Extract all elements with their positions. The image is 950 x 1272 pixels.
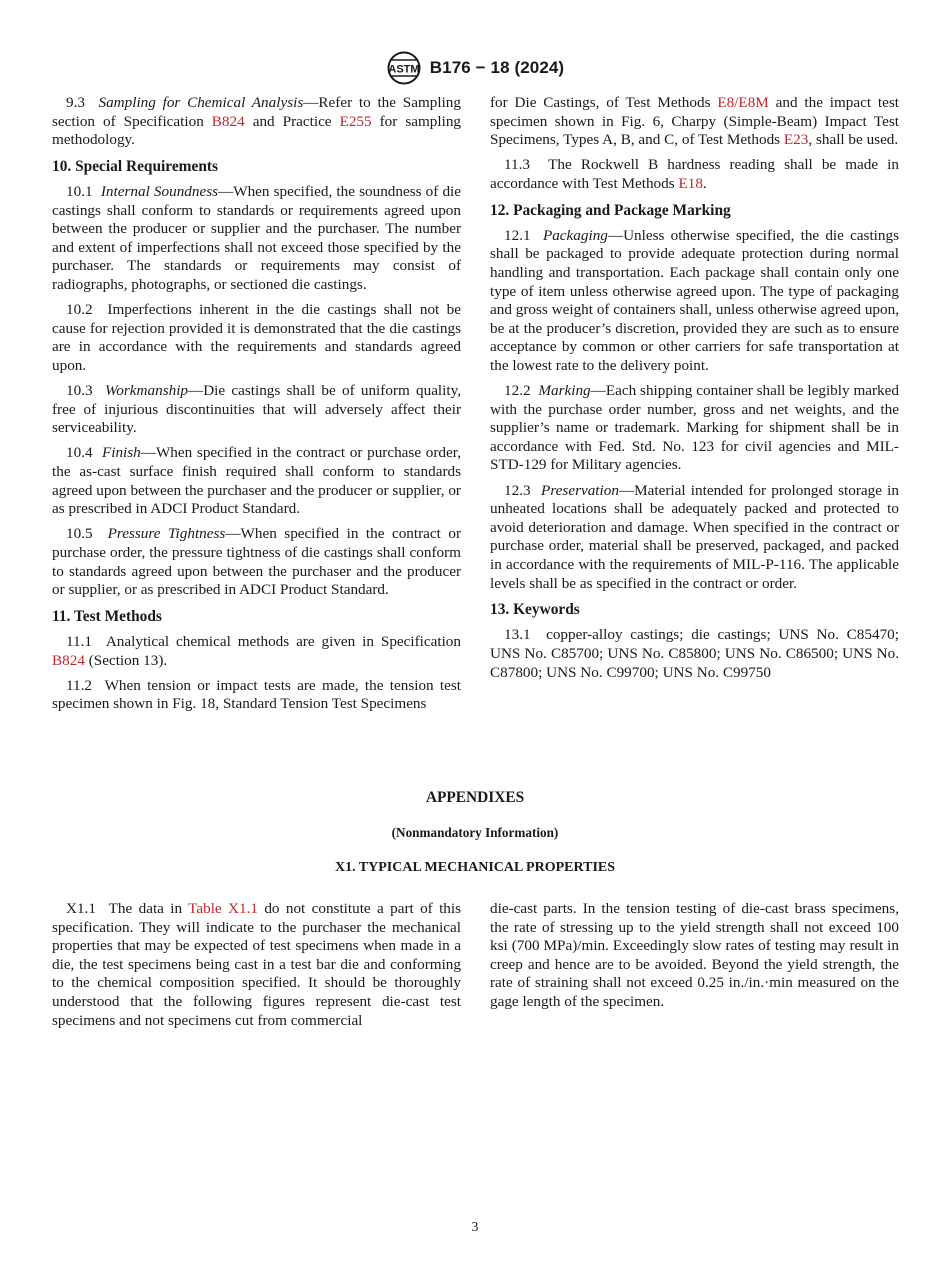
- link-e255[interactable]: E255: [339, 112, 372, 130]
- appendix-x1-title: X1. TYPICAL MECHANICAL PROPERTIES: [334, 860, 616, 875]
- paragraph-12-1: 12.1 Packaging—Unless otherwise specified, the die castings shall be packaged to provide adequate protection during normal handling and transportation. Each package shall contain only one type of item unless otherwise agreed upon. The type of packaging and gross weight of containers shall, unless otherwise agreed upon, be at the producer’s discretion, provided they are such as to ensure acceptance by common or other carriers for safe transportation at the lowest rate to the delivery point.: [490, 226, 899, 374]
- document-designation: B176 − 18 (2024): [429, 58, 565, 77]
- page-header: [0, 51, 950, 85]
- section-heading-12: 12. Packaging and Package Marking: [490, 201, 731, 219]
- link-b824[interactable]: B824: [52, 651, 85, 669]
- paragraph-10-4: 10.4 Finish—When specified in the contract or purchase order, the as-cast surface finish required shall conform to standards agreed upon between the purchaser and the producer or supplier, or as prescribed in ADCI Product Standard.: [52, 444, 461, 518]
- appendix-left-column: [52, 900, 461, 1037]
- paragraph-x1-1-continued: die-cast parts. In the tension testing of die-cast brass specimens, the rate of stressing up to the yield strength shall not exceed 100 ksi (700 MPa)/min. Exceedingly slow rates of testing may result in creep and hence are to be avoided. Beyond the yield strength, the rate of straining shall not exceed 0.25 in./in.·min measured on the gage length of the specimen.: [490, 900, 899, 1010]
- link-e18[interactable]: E18: [678, 174, 703, 192]
- link-e23[interactable]: E23: [783, 131, 809, 149]
- paragraph-12-2: 12.2 Marking—Each shipping container shall be legibly marked with the purchase order number, gross and net weights, and the supplier’s name or trademark. Marking for shipment shall be in accordance with Fed. Std. No. 123 for civil agencies and MIL-STD-129 for Military agencies.: [490, 382, 899, 474]
- astm-logo-icon: [386, 51, 422, 85]
- link-e8-e8m[interactable]: E8/E8M: [717, 94, 769, 111]
- paragraph-13-1: 13.1 copper-alloy castings; die castings; UNS No. C85470; UNS No. C85700; UNS No. C85800; UNS No. C86500; UNS No. C87800; UNS No. C99700; UNS No. C99750: [490, 626, 899, 681]
- section-heading-13: 13. Keywords: [490, 601, 580, 619]
- paragraph-10-3: 10.3 Workmanship—Die castings shall be of uniform quality, free of injurious discontinuities that will adversely affect their serviceability.: [52, 382, 461, 437]
- page-number: 3: [471, 1219, 479, 1234]
- paragraph-11-2-continued: for Die Castings, of Test Methods E8/E8M and the impact test specimen shown in Fig. 6, Charpy (Simple-Beam) Impact Test Specimens, Types A, B, and C, of Test Methods E23, shall be used.: [490, 94, 900, 149]
- right-column: [490, 94, 899, 689]
- link-table-x1-1[interactable]: Table X1.1: [188, 900, 258, 917]
- svg-text:ASTM: ASTM: [388, 63, 420, 76]
- link-b824[interactable]: B824: [211, 112, 245, 130]
- appendixes-title: APPENDIXES: [425, 789, 525, 806]
- paragraph-x1-1: X1.1 The data in Table X1.1 do not constitute a part of this specification. They will indicate to the purchaser the mechanical properties that may be expected of test specimens when made in a die, the test specimens being cast in a test bar die and conforming to the chemical composition specified. It should be thoroughly understood that the following figures represent die-cast test specimens and not specimens cut from commercial: [52, 900, 462, 1029]
- nonmandatory-label: (Nonmandatory Information): [391, 825, 559, 840]
- section-heading-10: 10. Special Requirements: [52, 157, 219, 175]
- section-heading-11: 11. Test Methods: [52, 607, 162, 625]
- left-column: [52, 94, 461, 721]
- paragraph-9-3: 9.3 Sampling for Chemical Analysis—Refer to the Sampling section of Specification B824 and Practice E255 for sampling methodology.: [52, 94, 462, 149]
- paragraph-11-3: 11.3 The Rockwell B hardness reading shall be made in accordance with Test Methods E18.: [490, 156, 899, 192]
- paragraph-10-2: 10.2 Imperfections inherent in the die castings shall not be cause for rejection provided it is demonstrated that the die castings are in accordance with the requirements and standards agreed upon.: [52, 301, 461, 374]
- appendix-right-column: [490, 900, 899, 1018]
- paragraph-12-3: 12.3 Preservation—Material intended for prolonged storage in unheated locations shall be adequately packed and protected to avoid deterioration and damage. When specified in the contract or purchase order, material shall be preserved, packaged, and packed in accordance with the requirements of MIL-P-116. The applicable levels shall be as specified in the contract or order.: [490, 481, 899, 592]
- paragraph-10-5: 10.5 Pressure Tightness—When specified in the contract or purchase order, the pressure tightness of die castings shall conform to standards agreed upon between the purchaser and the producer or supplier, or as prescribed in ADCI Product Standard.: [52, 525, 462, 599]
- paragraph-10-1: 10.1 Internal Soundness—When specified, the soundness of die castings shall conform to standards or requirements agreed upon between the producer or supplier and the purchaser. The number and extent of imperfections shall not exceed those specified by the purchaser. The standards or requirements may consist of radiographs, photographs, or sectioned die castings.: [52, 182, 462, 293]
- paragraph-11-2: 11.2 When tension or impact tests are made, the tension test specimen shown in Fig. 18, Standard Tension Test Specimens: [52, 676, 462, 713]
- paragraph-11-1: 11.1 Analytical chemical methods are given in Specification B824 (Section 13).: [52, 633, 461, 669]
